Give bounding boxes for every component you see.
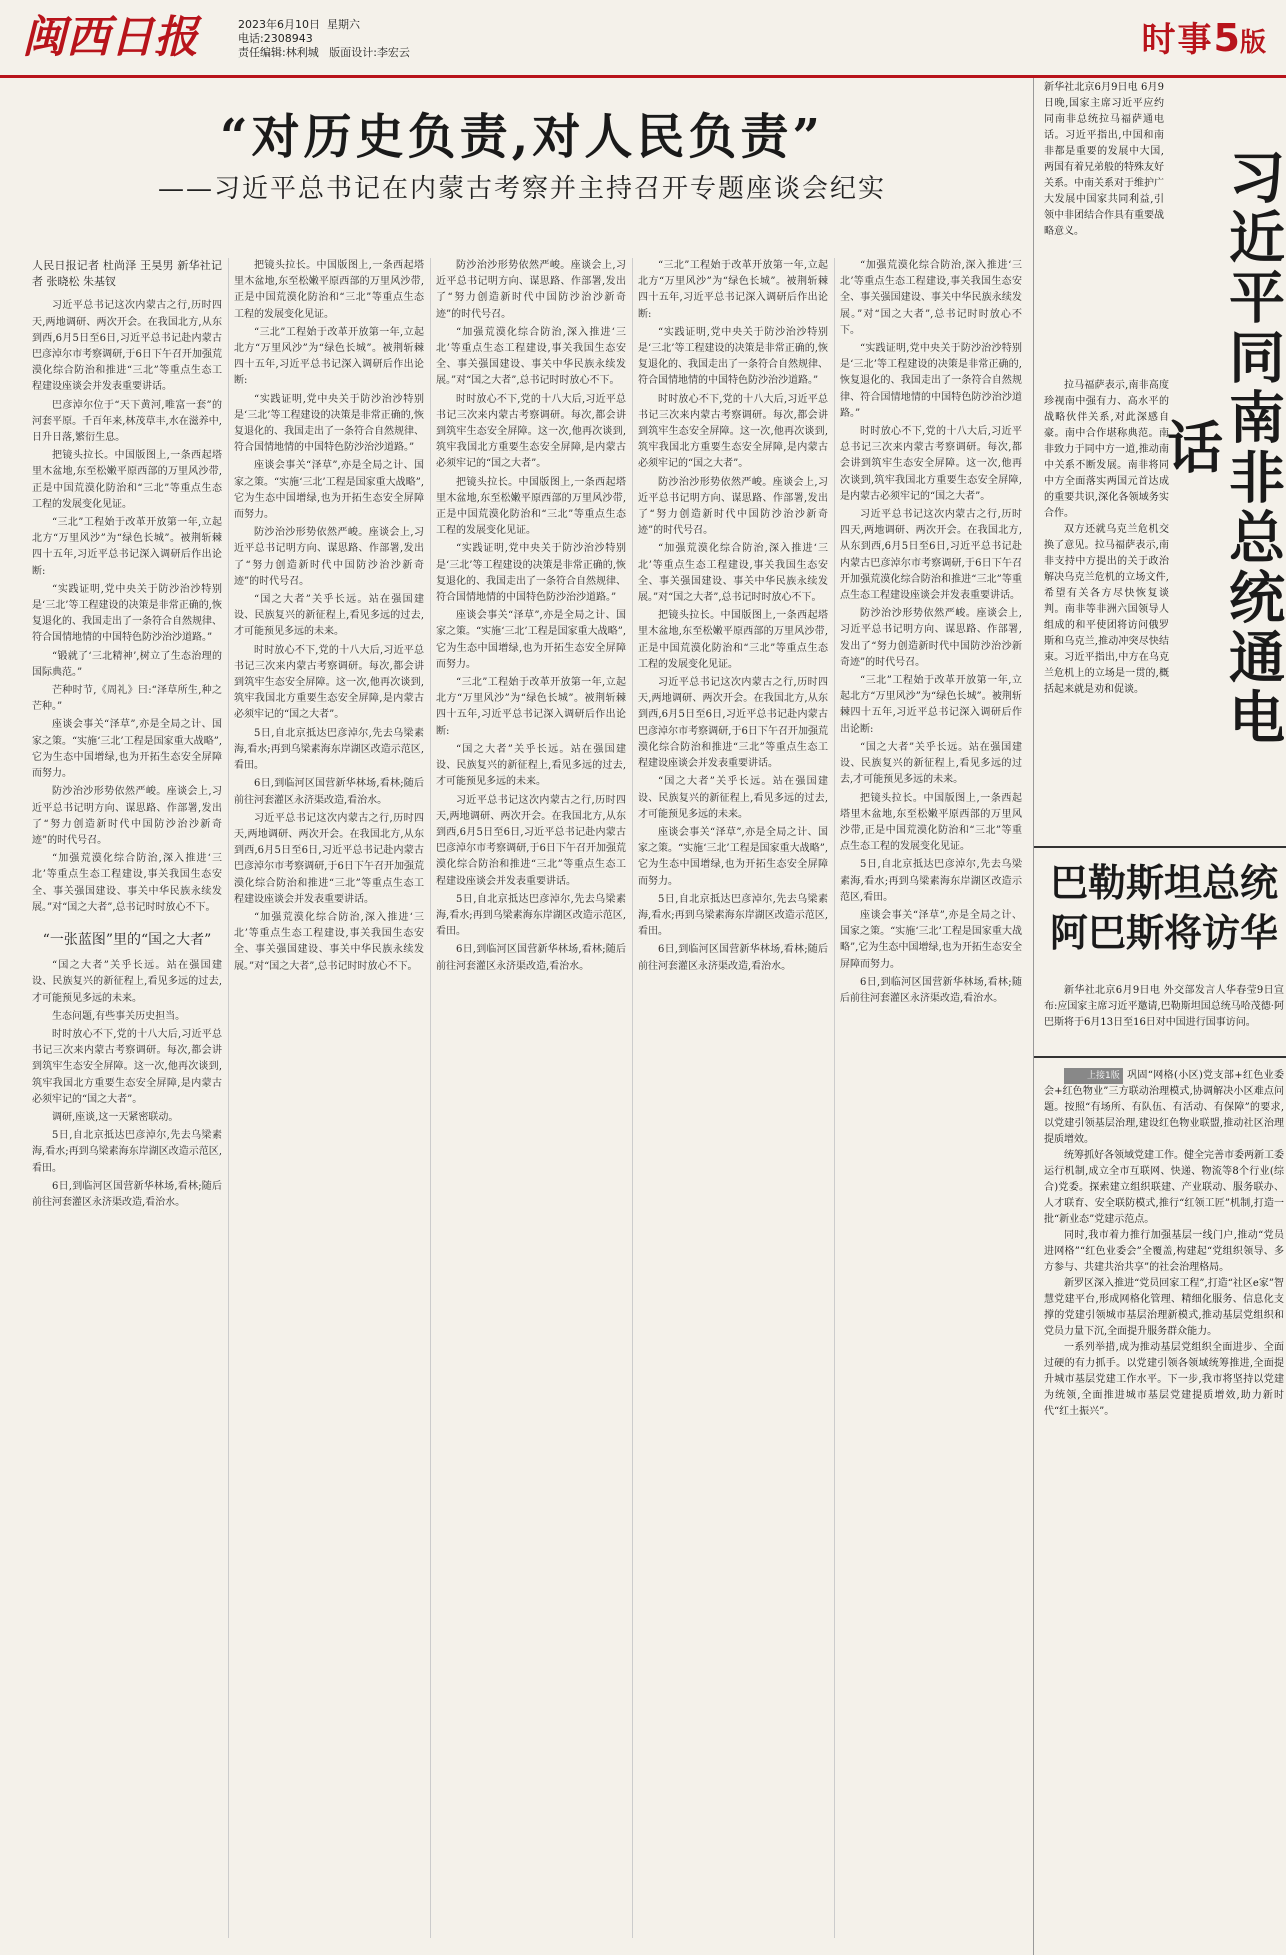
paragraph: 座谈会事关“泽草”,亦是全局之计、国家之策。“实施‘三北’工程是国家重大战略”,它为生态中国增绿,也为开拓生态安全屏障而努力。: [436, 610, 626, 670]
paragraph: 把镜头拉长。中国版图上,一条西起塔里木盆地,东至松嫩平原西部的万里风沙带,正是中国荒漠化防治和“三北”等重点生态工程的发展变化见证。: [32, 450, 222, 510]
paragraph: 时时放心不下,党的十八大后,习近平总书记三次来内蒙古考察调研。每次,都会讲到筑牢生态安全屏障。这一次,他再次谈到,筑牢我国北方重要生态安全屏障,是内蒙古必须牢记的“国之大者”。: [234, 644, 424, 721]
paragraph: 一系列举措,成为推动基层党组织全面进步、全面过硬的有力抓手。以党建引领各领域统筹推进,全面提升城市基层党建工作水平。下一步,我市将坚持以党建为统领,全面推进城市基层党建提质增效,助力新时代“红土振兴”。: [1044, 1342, 1284, 1417]
paragraph: 座谈会事关“泽草”,亦是全局之计、国家之策。“实施‘三北’工程是国家重大战略”,它为生态中国增绿,也为开拓生态安全屏障而努力。: [840, 909, 1022, 970]
paragraph: 座谈会事关“泽草”,亦是全局之计、国家之策。“实施‘三北’工程是国家重大战略”,它为生态中国增绿,也为开拓生态安全屏障而努力。: [638, 826, 828, 887]
section-name: 时事: [1141, 20, 1214, 60]
newspaper-logo: [22, 6, 222, 66]
call-story-headline: 习近平同南非总统通电话: [1158, 148, 1286, 748]
paragraph: 同时,我市着力推行加强基层一线门户,推动“党员进网格”“红色业委会”全覆盖,构建起“党组织领导、多方参与、共建共治共享”的社会治理格局。: [1044, 1230, 1284, 1273]
paragraph: “实践证明,党中央关于防沙治沙特别是‘三北’等工程建设的决策是非常正确的,恢复退化的、我国走出了一条符合自然规律、符合国情地情的中国特色防沙治沙道路。”: [638, 326, 828, 387]
continued-story: [1044, 1068, 1284, 1948]
paragraph: 6日,到临河区国营新华林场,看林;随后前往河套灌区永济渠改造,看治水。: [436, 944, 626, 972]
paragraph: 时时放心不下,党的十八大后,习近平总书记三次来内蒙古考察调研。每次,都会讲到筑牢生态安全屏障。这一次,他再次谈到,筑牢我国北方重要生态安全屏障,是内蒙古必须牢记的“国之大者”。: [840, 426, 1022, 502]
paragraph: 新罗区深入推进“党员回家工程”,打造“社区e家”智慧党建平台,形成网格化管理、精细化服务、信息化支撑的党建引领城市基层治理新模式,推动基层党组织和党员力量下沉,全面提升服务群众能力。: [1044, 1278, 1284, 1337]
phone-label: 电话:: [238, 32, 264, 45]
paragraph: 防沙治沙形势依然严峻。座谈会上,习近平总书记明方向、谋思路、作部署,发出了“努力创造新时代中国防沙治沙新奇迹”的时代号召。: [840, 608, 1022, 668]
paragraph: 防沙治沙形势依然严峻。座谈会上,习近平总书记明方向、谋思路、作部署,发出了“努力创造新时代中国防沙治沙新奇迹”的时代号召。: [638, 476, 828, 537]
paragraph: “三北”工程始于改革开放第一年,立起北方“万里风沙”为“绿色长城”。被荆斩棘四十五年,习近平总书记深入调研后作出论断:: [840, 675, 1022, 735]
right-sidebar: [1033, 78, 1286, 1955]
paragraph: 把镜头拉长。中国版图上,一条西起塔里木盆地,东至松嫩平原西部的万里风沙带,正是中国荒漠化防治和“三北”等重点生态工程的发展变化见证。: [234, 260, 424, 320]
paragraph: 习近平总书记这次内蒙古之行,历时四天,两地调研、两次开会。在我国北方,从东到西,6月5日至6日,习近平总书记赴内蒙古巴彦淖尔市考察调研,于6日下午召开加强荒漠化综合防治和推进“三北”等重点生态工程建设座谈会并发表重要讲话。: [32, 300, 222, 393]
paragraph: 5日,自北京抵达巴彦淖尔,先去乌梁素海,看水;再到乌梁素海东岸湖区改造示范区,看田。: [638, 893, 828, 938]
paragraph: “加强荒漠化综合防治,深入推进‘三北’等重点生态工程建设,事关我国生态安全、事关强国建设、事关中华民族永续发展。”对“国之大者”,总书记时时放心不下。: [638, 543, 828, 604]
paragraph: 5日,自北京抵达巴彦淖尔,先去乌梁素海,看水;再到乌梁素海东岸湖区改造示范区,看田。: [840, 859, 1022, 903]
paragraph: 巴彦淖尔位于“天下黄河,唯富一套”的河套平原。千百年来,林茂草丰,水在滋养中,日升日落,繁衍生息。: [32, 399, 222, 444]
editor: 林利城: [285, 46, 319, 59]
paragraph: “国之大者”关乎长远。站在强国建设、民族复兴的新征程上,看见多远的过去,才可能预见多远的未来。: [436, 743, 626, 788]
paragraph: “加强荒漠化综合防治,深入推进‘三北’等重点生态工程建设,事关我国生态安全、事关强国建设、事关中华民族永续发展。”对“国之大者”,总书记时时放心不下。: [840, 260, 1022, 336]
paragraph: 习近平总书记这次内蒙古之行,历时四天,两地调研、两次开会。在我国北方,从东到西,6月5日至6日,习近平总书记赴内蒙古巴彦淖尔市考察调研,于6日下午召开加强荒漠化综合防治和推进“三北”等重点生态工程建设座谈会并发表重要讲话。: [638, 677, 828, 770]
page-unit: 版: [1239, 28, 1266, 58]
paragraph: “三北”工程始于改革开放第一年,立起北方“万里风沙”为“绿色长城”。被荆斩棘四十五年,习近平总书记深入调研后作出论断:: [234, 326, 424, 387]
paragraph: “三北”工程始于改革开放第一年,立起北方“万里风沙”为“绿色长城”。被荆斩棘四十五年,习近平总书记深入调研后作出论断:: [638, 260, 828, 320]
abbas-visit-headline: 巴勒斯坦总统阿巴斯将访华: [1049, 860, 1278, 955]
paragraph: 5日,自北京抵达巴彦淖尔,先去乌梁素海,看水;再到乌梁素海东岸湖区改造示范区,看田。: [32, 1130, 222, 1174]
paragraph: “实践证明,党中央关于防沙治沙特别是‘三北’等工程建设的决策是非常正确的,恢复退化的、我国走出了一条符合自然规律、符合国情地情的中国特色防沙治沙道路。”: [234, 393, 424, 454]
column-divider: [430, 258, 431, 1938]
paragraph: 6日,到临河区国营新华林场,看林;随后前往河套灌区永济渠改造,看治水。: [32, 1180, 222, 1208]
abbas-visit-body: [1044, 983, 1284, 1031]
issue-date: 2023年6月10日: [238, 18, 320, 31]
article-column-2: [234, 258, 424, 1938]
paragraph: 新华社北京6月9日电 外交部发言人华春莹9日宣布:应国家主席习近平邀请,巴勒斯坦国总统马哈茂德·阿巴斯将于6月13日至16日对中国进行国事访问。: [1044, 985, 1284, 1028]
paragraph: 习近平总书记这次内蒙古之行,历时四天,两地调研、两次开会。在我国北方,从东到西,6月5日至6日,习近平总书记赴内蒙古巴彦淖尔市考察调研,于6日下午召开加强荒漠化综合防治和推进“三北”等重点生态工程建设座谈会并发表重要讲话。: [840, 509, 1022, 602]
section-heading: “一张蓝图”里的“国之大者”: [42, 931, 212, 948]
section-label: [1142, 12, 1266, 61]
masthead: [0, 0, 1286, 78]
paragraph: 统筹抓好各领域党建工作。健全完善市委两新工委运行机制,成立全市互联网、快递、物流等8个行业(综合)党委。探索建立组织联建、产业联动、服务联办、人才联育、安全联防模式,推行“红领工匠”机制,打造一批“新业态”党建示范点。: [1044, 1150, 1284, 1225]
paragraph: 防沙治沙形势依然严峻。座谈会上,习近平总书记明方向、谋思路、作部署,发出了“努力创造新时代中国防沙治沙新奇迹”的时代号召。: [32, 786, 222, 846]
paragraph: 时时放心不下,党的十八大后,习近平总书记三次来内蒙古考察调研。每次,都会讲到筑牢生态安全屏障。这一次,他再次谈到,筑牢我国北方重要生态安全屏障,是内蒙古必须牢记的“国之大者”。: [638, 393, 828, 470]
paragraph: “锻就了‘三北精神’,树立了生态治理的国际典范。”: [32, 650, 222, 678]
paragraph: 时时放心不下,党的十八大后,习近平总书记三次来内蒙古考察调研。每次,都会讲到筑牢生态安全屏障。这一次,他再次谈到,筑牢我国北方重要生态安全屏障,是内蒙古必须牢记的“国之大者”。: [32, 1028, 222, 1105]
paragraph: 双方还就乌克兰危机交换了意见。拉马福萨表示,南非支持中方提出的关于政治解决乌克兰危机的立场文件,希望有关各方尽快恢复谈判。南非等非洲六国领导人组成的和平使团将访问俄罗斯和乌克兰,推动冲突尽快结束。习近平指出,中方在乌克兰危机上的立场是一贯的,概括起来就是劝和促谈。: [1044, 524, 1169, 695]
continued-tag: 上接1版: [1064, 1068, 1123, 1084]
paragraph: “加强荒漠化综合防治,深入推进‘三北’等重点生态工程建设,事关我国生态安全、事关强国建设、事关中华民族永续发展。”对“国之大者”,总书记时时放心不下。: [436, 326, 626, 387]
column-divider: [228, 258, 229, 1938]
paragraph: “三北”工程始于改革开放第一年,立起北方“万里风沙”为“绿色长城”。被荆斩棘四十五年,习近平总书记深入调研后作出论断:: [32, 517, 222, 577]
paragraph: 拉马福萨表示,南非高度珍视南中强有力、高水平的战略伙伴关系,对此深感自豪。南中合作堪称典范。南非致力于同中方一道,推动南中关系不断发展。南非将同中方全面落实两国元首达成的重要共识,深化各领域务实合作。: [1044, 380, 1169, 519]
paragraph: “加强荒漠化综合防治,深入推进‘三北’等重点生态工程建设,事关我国生态安全、事关强国建设、事关中华民族永续发展。”对“国之大者”,总书记时时放心不下。: [234, 911, 424, 972]
paragraph: “国之大者”关乎长远。站在强国建设、民族复兴的新征程上,看见多远的过去,才可能预见多远的未来。: [234, 594, 424, 638]
paragraph: 6日,到临河区国营新华林场,看林;随后前往河套灌区永济渠改造,看治水。: [638, 944, 828, 972]
call-story-lead: 新华社北京6月9日电 6月9日晚,国家主席习近平应约同南非总统拉马福萨通电话。习近平指出,中国和南非都是重要的发展中大国,两国有着兄弟般的特殊友好关系。中南关系对于维护广大发展中国家共同利益,引领中非团结合作具有重要战略意义。: [1044, 82, 1164, 237]
paragraph: “国之大者”关乎长远。站在强国建设、民族复兴的新征程上,看见多远的过去,才可能预见多远的未来。: [638, 776, 828, 820]
designer-label: 版面设计:: [329, 46, 377, 59]
editor-label: 责任编辑:: [238, 46, 286, 59]
paragraph: 习近平总书记这次内蒙古之行,历时四天,两地调研、两次开会。在我国北方,从东到西,6月5日至6日,习近平总书记赴内蒙古巴彦淖尔市考察调研,于6日下午召开加强荒漠化综合防治和推进“三北”等重点生态工程建设座谈会并发表重要讲话。: [436, 794, 626, 887]
column-divider: [632, 258, 633, 1938]
designer: 李宏云: [376, 46, 410, 59]
issue-meta: [238, 18, 410, 60]
paragraph: 防沙治沙形势依然严峻。座谈会上,习近平总书记明方向、谋思路、作部署,发出了“努力创造新时代中国防沙治沙新奇迹”的时代号召。: [436, 260, 626, 320]
article-column-5: [840, 258, 1022, 1938]
article-subheadline: ——习近平总书记在内蒙古考察并主持召开专题座谈会纪实: [157, 174, 886, 204]
paragraph: “国之大者”关乎长远。站在强国建设、民族复兴的新征程上,看见多远的过去,才可能预见多远的未来。: [32, 960, 222, 1004]
byline: 人民日报记者 杜尚泽 王昊男 新华社记者 张晓松 朱基钗: [32, 259, 222, 289]
article-body: [32, 258, 1022, 1938]
paragraph: 调研,座谈,这一天紧密联动。: [52, 1111, 179, 1123]
column-divider: [834, 258, 835, 1938]
svg-text:闽西日报: 闽西日报: [22, 12, 198, 63]
article-column-3: [436, 258, 626, 1938]
paragraph: 巩固“网格(小区)党支部+红色业委会+红色物业”三方联动治理模式,协调解决小区难点问题。按照“有场所、有队伍、有活动、有保障”的要求,以党建引领基层治理,建设红色物业联盟,推动社区治理提质增效。: [1044, 1070, 1284, 1145]
paragraph: “加强荒漠化综合防治,深入推进‘三北’等重点生态工程建设,事关我国生态安全、事关强国建设、事关中华民族永续发展。”对“国之大者”,总书记时时放心不下。: [32, 853, 222, 913]
article-headline: “对历史负责,对人民负责”: [220, 109, 824, 165]
paragraph: 座谈会事关“泽草”,亦是全局之计、国家之策。“实施‘三北’工程是国家重大战略”,它为生态中国增绿,也为开拓生态安全屏障而努力。: [32, 719, 222, 780]
paragraph: 5日,自北京抵达巴彦淖尔,先去乌梁素海,看水;再到乌梁素海东岸湖区改造示范区,看田。: [436, 893, 626, 938]
page-number: 5: [1213, 16, 1240, 60]
paragraph: “实践证明,党中央关于防沙治沙特别是‘三北’等工程建设的决策是非常正确的,恢复退化的、我国走出了一条符合自然规律、符合国情地情的中国特色防沙治沙道路。”: [436, 543, 626, 604]
call-story-body: [1044, 378, 1169, 838]
paragraph: “国之大者”关乎长远。站在强国建设、民族复兴的新征程上,看见多远的过去,才可能预见多远的未来。: [840, 741, 1022, 786]
paragraph: 芒种时节,《周礼》曰:“泽草所生,种之芒种。”: [32, 685, 222, 713]
phone: 2308943: [263, 32, 313, 45]
story-divider: [1034, 1056, 1286, 1058]
paragraph: “实践证明,党中央关于防沙治沙特别是‘三北’等工程建设的决策是非常正确的,恢复退化的、我国走出了一条符合自然规律、符合国情地情的中国特色防沙治沙道路。”: [32, 583, 222, 644]
lead-article: [12, 78, 1030, 1948]
paragraph: 座谈会事关“泽草”,亦是全局之计、国家之策。“实施‘三北’工程是国家重大战略”,它为生态中国增绿,也为开拓生态安全屏障而努力。: [234, 460, 424, 521]
paragraph: 5日,自北京抵达巴彦淖尔,先去乌梁素海,看水;再到乌梁素海东岸湖区改造示范区,看田。: [234, 727, 424, 772]
paragraph: 把镜头拉长。中国版图上,一条西起塔里木盆地,东至松嫩平原西部的万里风沙带,正是中国荒漠化防治和“三北”等重点生态工程的发展变化见证。: [436, 476, 626, 537]
article-column-4: [638, 258, 828, 1938]
paragraph: 把镜头拉长。中国版图上,一条西起塔里木盆地,东至松嫩平原西部的万里风沙带,正是中国荒漠化防治和“三北”等重点生态工程的发展变化见证。: [638, 610, 828, 670]
paragraph: “三北”工程始于改革开放第一年,立起北方“万里风沙”为“绿色长城”。被荆斩棘四十五年,习近平总书记深入调研后作出论断:: [436, 677, 626, 737]
paragraph: 习近平总书记这次内蒙古之行,历时四天,两地调研、两次开会。在我国北方,从东到西,6月5日至6日,习近平总书记赴内蒙古巴彦淖尔市考察调研,于6日下午召开加强荒漠化综合防治和推进“三北”等重点生态工程建设座谈会并发表重要讲话。: [234, 812, 424, 905]
paragraph: 防沙治沙形势依然严峻。座谈会上,习近平总书记明方向、谋思路、作部署,发出了“努力创造新时代中国防沙治沙新奇迹”的时代号召。: [234, 527, 424, 587]
issue-weekday: 星期六: [327, 18, 360, 31]
paragraph: 时时放心不下,党的十八大后,习近平总书记三次来内蒙古考察调研。每次,都会讲到筑牢生态安全屏障。这一次,他再次谈到,筑牢我国北方重要生态安全屏障,是内蒙古必须牢记的“国之大者”。: [436, 393, 626, 470]
paragraph: “实践证明,党中央关于防沙治沙特别是‘三北’等工程建设的决策是非常正确的,恢复退化的、我国走出了一条符合自然规律、符合国情地情的中国特色防沙治沙道路。”: [840, 343, 1022, 419]
paragraph: 生态问题,有些事关历史担当。: [52, 1010, 186, 1022]
paragraph: 6日,到临河区国营新华林场,看林;随后前往河套灌区永济渠改造,看治水。: [234, 778, 424, 806]
paragraph: 把镜头拉长。中国版图上,一条西起塔里木盆地,东至松嫩平原西部的万里风沙带,正是中国荒漠化防治和“三北”等重点生态工程的发展变化见证。: [840, 792, 1022, 853]
paragraph: 6日,到临河区国营新华林场,看林;随后前往河套灌区永济渠改造,看治水。: [840, 976, 1022, 1004]
story-divider: [1034, 846, 1286, 848]
article-column-1: [32, 258, 222, 1938]
